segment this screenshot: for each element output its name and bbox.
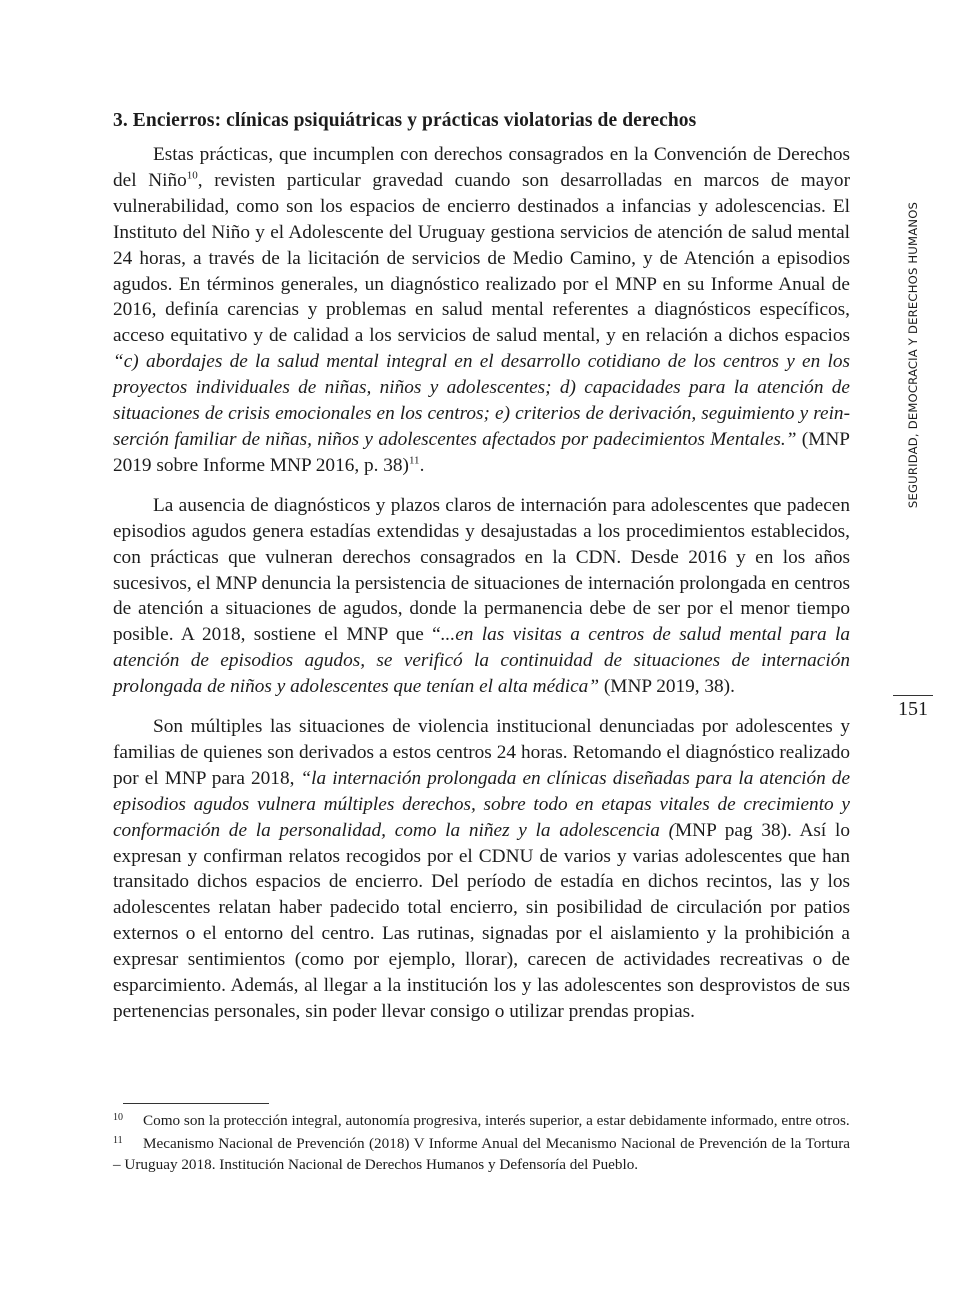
page-number-rule	[893, 695, 933, 696]
paragraph-3-text-b: MNP pag 38). Así lo expresan y confirman relatos recogidos por el CDNU de varios y varias adolescentes que han transitado dichos espacios de encierro. Del período de estadía en dichos recintos, las y los adolescentes relatan haber padecido total encierro, sin posibilidad de circulación por patios externos o el entorno del centro. Las rutinas, signadas por el aislamiento y la prohibición a expresar sentimientos (como por ejemplo, llorar), carecen de actividades recreativas o de esparcimiento. Además, al llegar a la institución los y las adolescentes son desprovistos de sus pertenencias personales, sin poder llevar consigo o utilizar prendas propias.	[113, 819, 850, 1022]
footnote-10	[113, 1110, 850, 1132]
footnote-separator	[123, 1103, 269, 1104]
footnote-ref-11[interactable]: 11	[408, 454, 420, 467]
section-heading: 3. Encierros: clínicas psiquiátricas y prácticas violatorias de derechos	[113, 110, 697, 131]
main-content	[113, 108, 850, 1039]
paragraph-2	[113, 493, 850, 700]
paragraph-1	[113, 142, 850, 479]
footnote-11	[113, 1133, 850, 1176]
paragraph-3	[113, 714, 850, 1025]
footnote-number: 11	[113, 1134, 123, 1146]
paragraph-1-text-c: (MNP 2019 sobre Informe MNP 2016, p. 38)	[113, 428, 850, 476]
footnote-text: Como son la protección integral, autonomía progresiva, interés superior, a estar debidamente informado, entre otros.	[143, 1112, 850, 1129]
paragraph-2-quote: ...en las visitas a centros de salud mental para la atención de episodios agudos, se verificó la continuidad de situaciones de internación prolongada de niños y adolescentes que tenían el alta médica”	[113, 624, 850, 698]
paragraph-2-text-a: La ausencia de diagnósticos y plazos claros de internación para adolescentes que padecen episodios agudos genera estadías extendidas y desajustadas a los procedimientos establecidos, con prácticas que vulneran derechos consagrados en la CDN. Desde 2016 y en los años sucesivos, el MNP denuncia la persistencia de situaciones de internación prolongada en centros de atención a situaciones de agudos, donde la permanencia debe de ser por el menor tiempo posible. A 2018, sostiene el MNP que “	[113, 494, 850, 646]
side-title-text: SEGURIDAD, DEMOCRACIA Y DERECHOS HUMANOS	[906, 201, 920, 509]
paragraph-3-text-a: Son múltiples las situaciones de violencia institucional denunciadas por adolescentes y familias de quienes son derivados a estos centros 24 horas. Retomando el diagnóstico realizado por el MNP para 2018,	[113, 716, 850, 789]
paragraph-1-text-a: Estas prácticas, que incumplen con derechos consagrados en la Convención de Derechos del Niño	[113, 144, 850, 191]
footnote-text: Mecanismo Nacional de Prevención (2018) V Informe Anual del Mecanismo Nacional de Prevención de la Tortura – Uruguay 2018. Institución Nacional de Derechos Humanos y Defensoría del Pueblo.	[113, 1134, 850, 1173]
footnote-number: 10	[113, 1112, 123, 1123]
paragraph-1-quote: “c) abordajes de la salud mental integral en el desarrollo cotidiano de los centros y en los proyectos individuales de niñas, niños y adolescentes; d) capacidades para la atención de situaciones de crisis emocionales en los centros; e) criterios de derivación, seguimiento y reinserción familiar de niñas, niños y adolescentes afectados por padecimientos Mentales.”	[113, 351, 850, 450]
footnotes	[113, 1110, 850, 1177]
paragraph-1-text-b: , revisten particular gravedad cuando son desarrolladas en marcos de mayor vulnerabilidad, como son los espacios de encierro destinados a infancias y adolescencias. El Instituto del Niño y el Adolescente del Uruguay gestiona servicios de atención de salud mental 24 horas, a través de la licitación de servicios de Medio Camino, y de Atención a episodios agudos. En términos generales, un diagnóstico realizado por el MNP en su Informe Anual de 2016, definía carencias y problemas en salud mental referentes a diagnósticos específicos, acceso equitativo y de calidad a los servicios de salud mental, y en relación a dichos espacios	[113, 169, 850, 347]
footnote-ref-10[interactable]: 10	[186, 169, 198, 182]
paragraph-3-quote: “la internación prolongada en clínicas diseñadas para la atención de episodios agudos vulnera múltiples derechos, sobre todo en etapas vitales de crecimiento y conformación de la personalidad, como la niñez y la adolescencia (	[113, 767, 850, 841]
paragraph-2-text-b: (MNP 2019, 38).	[599, 676, 735, 698]
running-side-title	[903, 200, 923, 510]
page-number: 151	[898, 698, 928, 720]
paragraph-1-text-d: .	[419, 454, 425, 476]
